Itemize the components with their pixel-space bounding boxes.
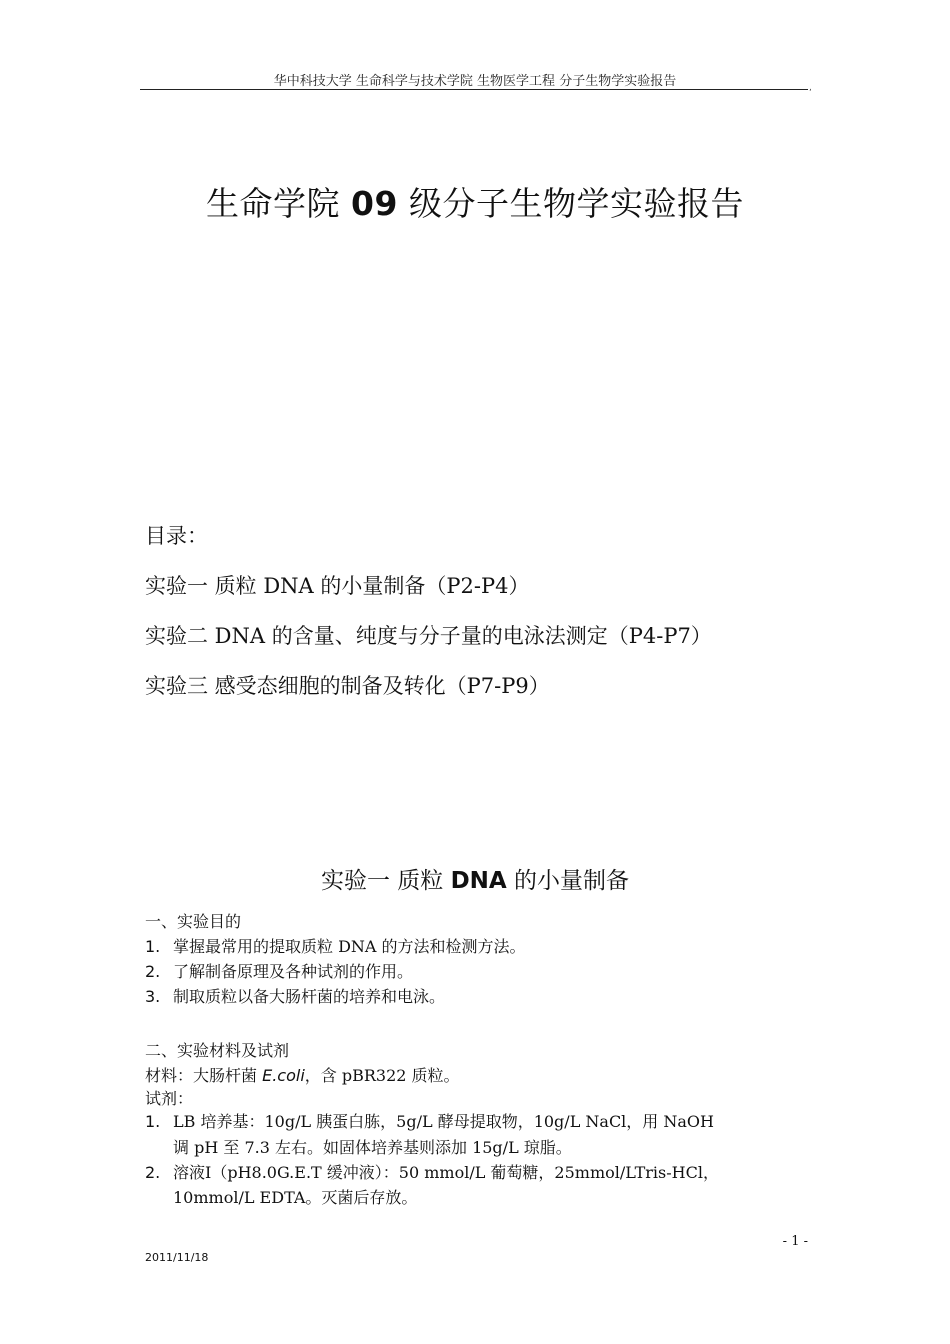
reagent-text-line-2: 10mmol/L EDTA。灭菌后存放。 <box>173 1188 418 1207</box>
document-title <box>0 178 950 225</box>
purpose-heading: 一、实验目的 <box>145 912 242 931</box>
materials-prefix: 材料：大肠杆菌 <box>145 1066 263 1085</box>
materials-suffix: ，含 pBR322 质粒。 <box>304 1066 460 1085</box>
section-title-part-1: 实验一 质粒 <box>320 868 451 894</box>
toc-item: 实验三 感受态细胞的制备及转化（P7-P9） <box>145 674 550 698</box>
title-part-3: 级分子生物学实验报告 <box>397 184 744 223</box>
list-text: 制取质粒以备大肠杆菌的培养和电泳。 <box>173 987 446 1006</box>
title-part-2: 09 <box>351 184 398 223</box>
page-number: - 1 - <box>782 1234 808 1249</box>
reagents-heading: 试剂： <box>145 1089 194 1108</box>
materials-heading: 二、实验材料及试剂 <box>145 1041 290 1060</box>
section-title <box>0 862 950 895</box>
list-number: 2. <box>145 962 161 981</box>
header-mark: , <box>809 83 812 93</box>
reagent-item <box>145 1162 719 1184</box>
purpose-item <box>145 986 445 1008</box>
running-header: 华中科技大学 生命科学与技术学院 生物医学工程 分子生物学实验报告 <box>273 74 677 89</box>
purpose-item <box>145 936 526 958</box>
list-number: 3. <box>145 987 161 1006</box>
toc-heading: 目录： <box>145 524 208 548</box>
section-title-part-2: DNA <box>450 868 507 894</box>
list-number: 2. <box>145 1163 161 1182</box>
materials-line <box>145 1065 460 1087</box>
purpose-item <box>145 961 413 983</box>
organism-name: E.coli <box>262 1066 305 1085</box>
list-number: 1. <box>145 937 161 956</box>
reagent-item <box>145 1111 714 1133</box>
list-text: 掌握最常用的提取质粒 DNA 的方法和检测方法。 <box>173 937 526 956</box>
toc-item: 实验二 DNA 的含量、纯度与分子量的电泳法测定（P4-P7） <box>145 624 712 648</box>
title-part-1: 生命学院 <box>206 184 352 223</box>
header-rule <box>140 89 808 90</box>
toc-item: 实验一 质粒 DNA 的小量制备（P2-P4） <box>145 574 530 598</box>
footer-date: 2011/11/18 <box>145 1251 209 1264</box>
reagent-text-line-1: LB 培养基：10g/L 胰蛋白胨，5g/L 酵母提取物，10g/L NaCl，用 NaOH <box>173 1112 714 1131</box>
section-title-part-3: 的小量制备 <box>506 868 630 894</box>
reagent-text-line-1: 溶液Ⅰ（pH8.0G.E.T 缓冲液）：50 mmol/L 葡萄糖，25mmol/LTris-HCl， <box>173 1163 719 1182</box>
reagent-text-line-2: 调 pH 至 7.3 左右。如固体培养基则添加 15g/L 琼脂。 <box>173 1138 572 1157</box>
list-number: 1. <box>145 1112 161 1131</box>
list-text: 了解制备原理及各种试剂的作用。 <box>173 962 414 981</box>
